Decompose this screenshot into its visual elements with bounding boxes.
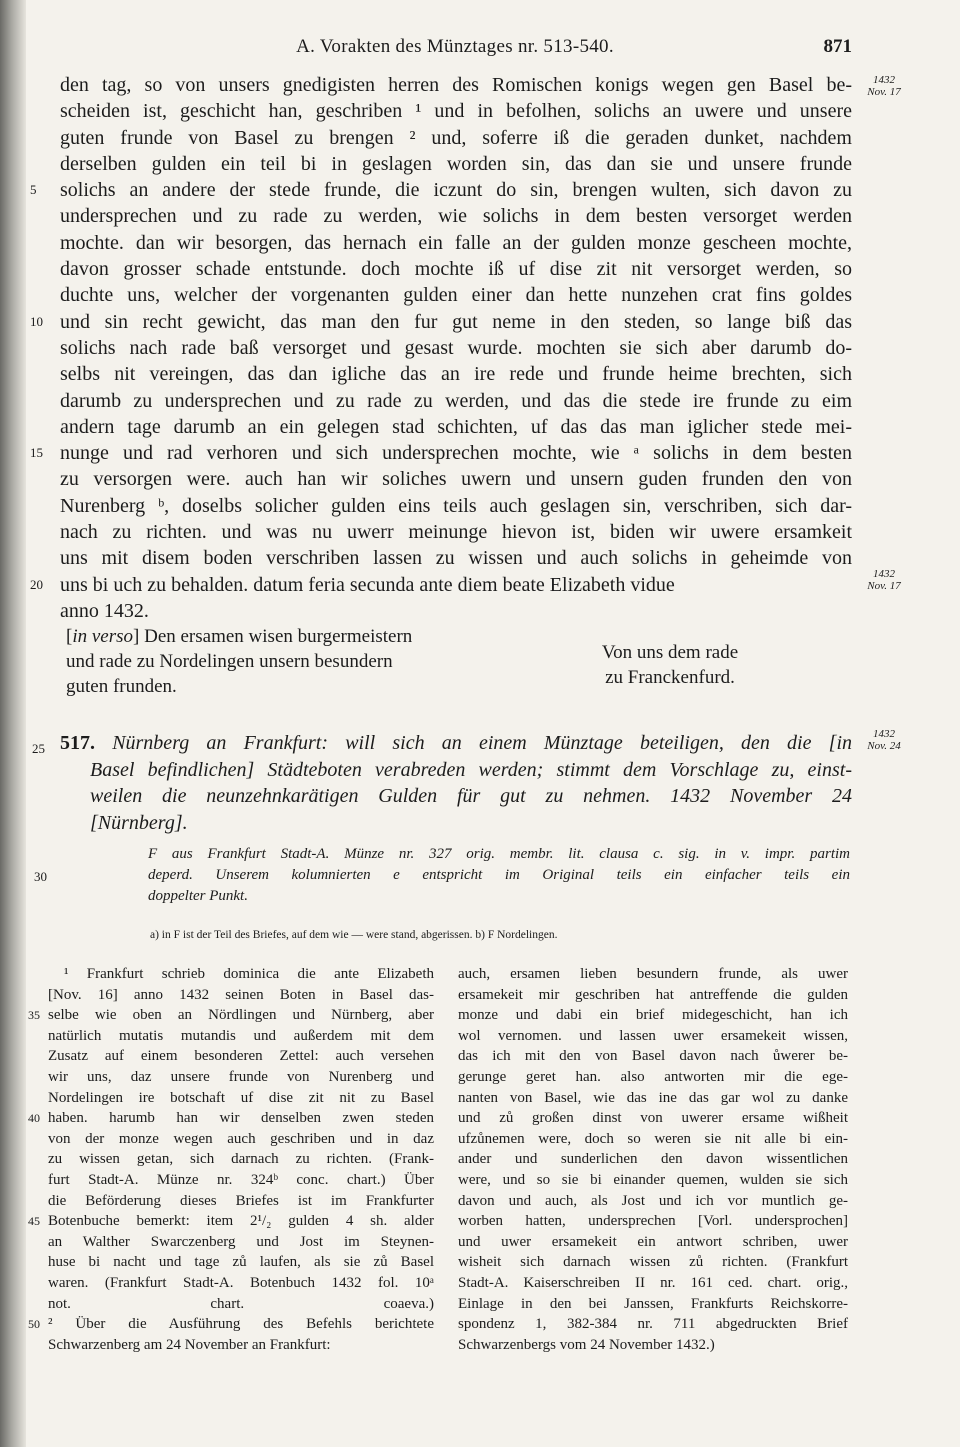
footnote-text: von der monze wegen auch geschriben und in daz xyxy=(48,1130,434,1147)
line-number: 30 xyxy=(34,869,47,884)
footnote-line: were, und so sie bi einander quemen, wulden sie sich xyxy=(458,1171,848,1188)
text-line xyxy=(60,519,852,545)
footnotes-right-column xyxy=(458,964,848,1355)
text-line xyxy=(60,388,852,414)
sender-line: zu Franckenfurd. xyxy=(605,667,735,688)
footnote-line: davon und auch, als Jost und ich vor muntlich ge- xyxy=(458,1192,848,1209)
line-text: uns bi uch zu behalden. datum feria secunda ante diem beate Elizabeth vidue xyxy=(60,573,675,596)
source-line: F aus Frankfurt Stadt-A. Münze nr. 327 orig. membr. lit. clausa c. sig. in v. impr. partim xyxy=(148,846,850,862)
margin-date-note xyxy=(858,728,910,752)
footnote-line xyxy=(48,1232,434,1253)
sender-line: Von uns dem rade xyxy=(601,642,739,663)
address-line: und rade zu Nordelingen unsern besundern xyxy=(66,651,393,672)
document-number: 517. xyxy=(60,732,95,754)
footnote-line xyxy=(48,1191,434,1212)
regest-text: Nürnberg an Frankfurt: will sich an einem Münztage beteiligen, den die [in xyxy=(112,732,853,754)
footnote-line xyxy=(28,1314,434,1335)
line-text: solichs an andere der stede frunde, die iczunt do sin, brengen wulten, sich davon zu xyxy=(60,179,852,202)
margin-date: Nov. 17 xyxy=(867,580,901,592)
line-number: 20 xyxy=(30,576,43,592)
footnote-line: nanten von Basel, wie das ine das gar wol zu danke xyxy=(458,1089,848,1106)
footnote-text: die Beförderung dieses Briefes ist im Frankfurter xyxy=(48,1192,434,1209)
footnote-line xyxy=(28,1211,434,1232)
footnote-line xyxy=(48,985,434,1006)
line-text: andern tage darumb an ein gelegen stad schichten, uf das das man iglicher stede mei- xyxy=(60,415,852,438)
text-line xyxy=(30,440,852,466)
text-line xyxy=(60,72,852,98)
footnote-line xyxy=(28,1108,434,1129)
running-header xyxy=(0,36,960,66)
line-number: 5 xyxy=(30,182,37,198)
margin-year: 1432 xyxy=(873,568,895,580)
text-line xyxy=(30,177,852,203)
line-text: uns mit disem boden verschriben lassen zu wissen und auch solichs in geheimde von xyxy=(60,547,852,570)
text-line xyxy=(60,203,852,229)
line-text: zu versorgen were. auch han wir soliches uwern und unsern guden frunden den von xyxy=(60,468,852,491)
footnote-line: worben hatten, undersprechen [Vorl. undersprochen] xyxy=(458,1213,848,1230)
footnote-text: furt Stadt-A. Münze nr. 324ᵇ conc. chart.) Über xyxy=(48,1171,434,1188)
footnote-line xyxy=(48,1273,434,1294)
text-line xyxy=(60,282,852,308)
footnote-text: selbe wie oben an Nördlingen und Nürnberg, aber xyxy=(48,1007,434,1024)
text-line xyxy=(60,256,852,282)
line-text: nunge und rad verhoren und sich undersprechen mochte, wie ᵃ solichs in dem besten xyxy=(60,442,852,465)
footnote-text: natürlich mutatis mutandis und außerdem mit dem xyxy=(48,1027,434,1044)
line-text: darumb zu undersprechen und zu rade zu werden, und das die stede ire frunde zu eim xyxy=(60,389,852,412)
line-text: nach zu richten. und was nu uwerr meinunge hievon ist, biden wir uwere ersamkeit xyxy=(60,521,852,544)
line-text: und sin recht gewicht, das man den fur gut neme in den steden, so lange biß das xyxy=(60,310,852,333)
line-text: solichs nach rade baß versorget und gesast wurde. mochten sie sich aber darumb do- xyxy=(60,336,852,359)
footnote-text: haben. harumb han wir denselben zwen steden xyxy=(48,1110,434,1127)
footnotes-left-column xyxy=(28,964,434,1355)
footnote-line: das ich mit den von Basel davon nach ůwerer be- xyxy=(458,1048,848,1065)
footnote-line xyxy=(48,1170,434,1191)
text-line xyxy=(60,98,852,124)
footnote-text: waren. (Frankfurt Stadt-A. Botenbuch 1432 fol. 10ᵃ xyxy=(48,1274,434,1291)
footnote-line xyxy=(48,1294,434,1315)
text-line xyxy=(60,598,852,624)
main-text-block xyxy=(30,72,852,624)
source-description xyxy=(34,844,850,907)
line-text: selbs nit vereingen, das dan igliche das an ire rede und frunde heime brechten, sich xyxy=(60,363,852,386)
footnote-line: Schwarzenbergs vom 24 November 1432.) xyxy=(458,1336,715,1353)
header-title: A. Vorakten des Münztages nr. 513-540. xyxy=(296,36,614,57)
text-line xyxy=(60,545,852,571)
page-number: 871 xyxy=(823,36,852,57)
footnote-line: wol vernomen. und lassen uwer ersamekeit wissen, xyxy=(458,1027,848,1044)
footnote-line: gerunge geret han. also antworten mir die ege- xyxy=(458,1068,848,1085)
line-text: duchte uns, welcher der vorgenanten gulden einer dan hette nunzehen crat fins goldes xyxy=(60,284,852,307)
text-line xyxy=(60,125,852,151)
margin-date-note xyxy=(858,568,910,592)
text-line xyxy=(60,335,852,361)
footnote-text: ² Über die Ausführung des Befehls berichtete xyxy=(48,1316,434,1333)
footnote-line: auch, ersamen lieben besundern frunde, als uwer xyxy=(458,966,848,982)
line-number: 45 xyxy=(28,1214,40,1229)
address-line: guten frunden. xyxy=(66,676,177,697)
regest-line: [Nürnberg]. xyxy=(90,811,188,834)
footnote-line xyxy=(48,964,434,985)
footnote-text: Zusatz auf einem besonderen Zettel: auch versehen xyxy=(48,1048,434,1065)
source-line: doppelter Punkt. xyxy=(148,888,248,904)
line-text: guten frunde von Basel zu brengen ² und, soferre iß die geraden dunket, nachdem xyxy=(60,126,852,149)
footnote-text: not. chart. coaeva.) xyxy=(48,1295,434,1312)
regest-line: Basel befindlichen] Städteboten verabreden werden; stimmt dem Vorschlage zu, einst- xyxy=(90,758,852,781)
margin-date-note xyxy=(858,74,910,98)
margin-date: Nov. 17 xyxy=(867,86,901,98)
address-text: Den ersamen wisen burgermeistern xyxy=(144,626,413,647)
footnote-text: [Nov. 16] anno 1432 seinen Boten in Basel das- xyxy=(48,986,434,1003)
footnote-line xyxy=(48,1088,434,1109)
footnote-line: Einlage in den bei Janssen, Frankfurts Reichskorre- xyxy=(458,1295,848,1312)
footnote-line: Stadt-A. Kaiserschreiben II nr. 161 ced. chart. orig., xyxy=(458,1274,848,1291)
line-text: scheiden ist, geschicht han, geschriben ¹ und in befolhen, solichs an uwere und unsere xyxy=(60,100,852,123)
text-line xyxy=(60,230,852,256)
line-text: Nurenberg ᵇ, doselbs solicher gulden eins teils auch geslagen sin, verschriben, sich dar- xyxy=(60,494,852,517)
footnote-text: Botenbuche bemerkt: item 2¹/₂ gulden 4 sh. alder xyxy=(48,1213,434,1230)
line-text: undersprechen und zu rade zu werden, wie solichs in dem besten versorget werden xyxy=(60,205,852,228)
margin-date: Nov. 24 xyxy=(867,740,901,752)
footnote-text: an Walther Swarczenberg und Jost im Steynen- xyxy=(48,1233,434,1250)
line-text: mochte. dan wir besorgen, das hernach ein falle an der gulden monze gescheen mochte, xyxy=(60,231,852,254)
sender-signature xyxy=(560,640,780,690)
text-line xyxy=(60,361,852,387)
line-text: anno 1432. xyxy=(60,599,149,622)
line-number: 25 xyxy=(32,741,45,756)
footnote-line xyxy=(48,1067,434,1088)
text-line xyxy=(60,493,852,519)
text-line xyxy=(60,151,852,177)
footnote-line xyxy=(48,1149,434,1170)
line-text: davon grosser schade entstunde. doch mochte iß uf dise zit nit versorget werden, so xyxy=(60,258,852,281)
line-number: 40 xyxy=(28,1111,40,1126)
footnote-line: ersamekeit mir geschriben hat antreffende die gulden xyxy=(458,986,848,1003)
text-line xyxy=(30,309,852,335)
footnote-line: und uwer ersamekeit ein antwort schriben, uwer xyxy=(458,1233,848,1250)
regest-line: weilen die neunzehnkarätigen Gulden für gut zu nehmen. 1432 November 24 xyxy=(90,785,852,807)
footnote-line: ufzůnemen were, doch so weren sie nit alle bi ein- xyxy=(458,1130,848,1147)
regest-block xyxy=(32,730,853,836)
footnote-line: und zů großen dinst von uwerer ersame wißheit xyxy=(458,1110,848,1127)
footnote-text: huse bi nacht und tage zů laufen, als sie zů Basel xyxy=(48,1254,434,1271)
footnote-line xyxy=(28,1005,434,1026)
footnote-line: monze und dabi ein brief midegeschicht, han ich xyxy=(458,1007,848,1024)
line-number: 10 xyxy=(30,313,43,329)
footnote-line xyxy=(48,1026,434,1047)
footnote-line xyxy=(48,1046,434,1067)
margin-year: 1432 xyxy=(873,728,895,740)
footnote-line: ander und sunderlichen den davon wissentlichen xyxy=(458,1151,848,1168)
footnote-line xyxy=(48,1335,434,1356)
line-text: derselben gulden ein teil bi in geslagen worden sin, das dan sie und unsere frunde xyxy=(60,152,852,175)
page-edge-shadow xyxy=(0,0,26,1447)
footnote-line: wisheit sich darnach wissen zů richten. (Frankfurt xyxy=(458,1254,848,1271)
footnote-text: Nordelingen ire botschaft uf dise zit nit zu Basel xyxy=(48,1089,434,1106)
footnote-text: wir uns, daz unsere frunde von Nurenberg und xyxy=(48,1068,434,1085)
critical-apparatus: a) in F ist der Teil des Briefes, auf dem wie — were stand, abgerissen. b) F Nordelingen. xyxy=(150,929,558,941)
line-number: 50 xyxy=(28,1317,40,1332)
address-line: [in verso] Den ersamen wisen burgermeistern xyxy=(66,626,413,647)
text-line xyxy=(60,414,852,440)
source-line: deperd. Unserem kolumnierten e entspricht im Original teils ein einfacher teils ein xyxy=(148,867,850,883)
footnote-line xyxy=(48,1129,434,1150)
line-number: 15 xyxy=(30,445,43,461)
text-line xyxy=(30,572,852,598)
footnote-text: ¹ Frankfurt schrieb dominica die ante Elizabeth xyxy=(64,966,434,982)
margin-year: 1432 xyxy=(873,74,895,86)
address-verso xyxy=(66,624,496,699)
regest-line xyxy=(60,730,852,757)
footnote-text: zu wissen getan, sich darnach zu richten. (Frank- xyxy=(48,1151,434,1168)
footnote-line xyxy=(48,1252,434,1273)
text-line xyxy=(60,466,852,492)
footnote-line: spondenz 1, 382-384 nr. 711 abgedruckten Brief xyxy=(458,1316,848,1333)
verso-label: in verso xyxy=(72,626,134,647)
footnote-text: Schwarzenberg am 24 November an Frankfurt: xyxy=(48,1336,331,1353)
line-number: 35 xyxy=(28,1008,40,1023)
line-text: den tag, so von unsers gnedigisten herren des Romischen konigs wegen gen Basel be- xyxy=(60,74,852,96)
